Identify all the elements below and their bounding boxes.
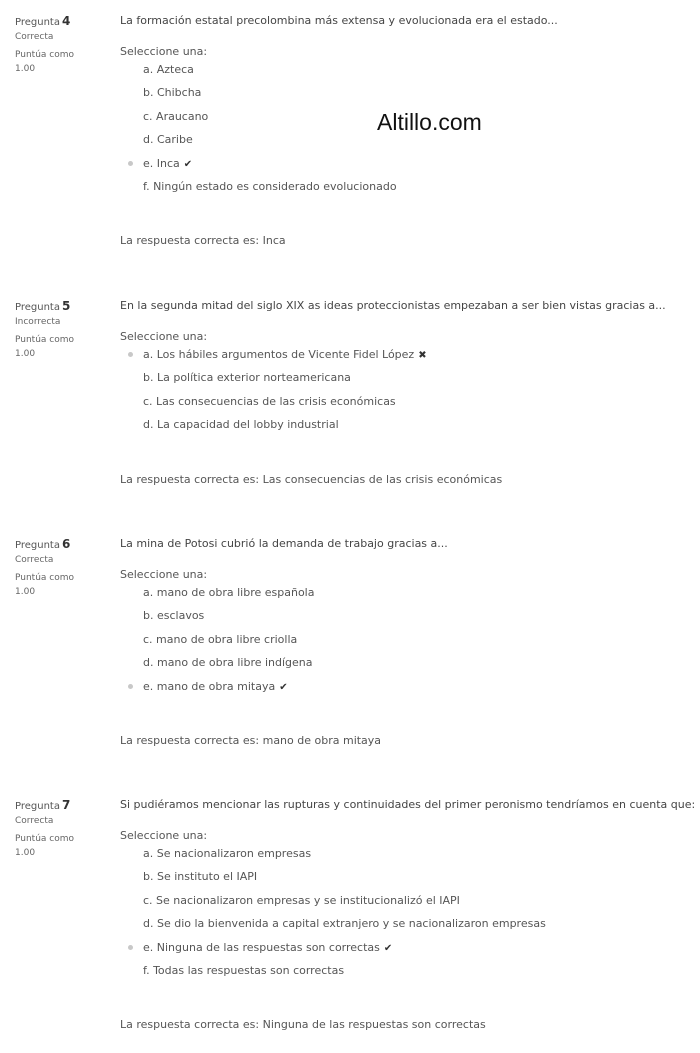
answer-option[interactable]	[120, 845, 695, 868]
right-answer: La respuesta correcta es: Inca	[120, 234, 286, 248]
grade-value: 1.00	[15, 848, 36, 858]
grade-label: Puntúa como	[15, 834, 75, 844]
answer-label: d. Caribe	[143, 133, 193, 147]
question-state: Correcta	[15, 32, 54, 42]
watermark: Altillo.com	[377, 109, 482, 135]
answer-label: d. Se dio la bienvenida a capital extranjero y se nacionalizaron empresas	[143, 917, 546, 931]
answer-label: c. mano de obra libre criolla	[143, 632, 298, 646]
right-answer: La respuesta correcta es: Las consecuencias de las crisis económicas	[120, 472, 503, 486]
cross-icon: ✖	[418, 350, 427, 361]
question-info	[15, 798, 110, 860]
question-number-value: 5	[61, 299, 71, 313]
check-icon: ✔	[383, 942, 393, 954]
question-number	[15, 798, 110, 812]
grade-value: 1.00	[15, 64, 36, 74]
answer-option[interactable]	[120, 584, 695, 607]
answer-option[interactable]	[120, 962, 695, 985]
select-prompt: Seleccione una:	[120, 829, 208, 842]
question-number-label: Pregunta	[15, 801, 60, 812]
answer-list	[120, 584, 695, 701]
answer-label: a. Azteca	[143, 63, 194, 76]
answer-list	[120, 845, 695, 985]
answer-label: c. Las consecuencias de las crisis económicas	[143, 394, 396, 408]
question-info	[15, 537, 110, 599]
answer-option[interactable]	[120, 178, 695, 201]
answer-option[interactable]	[120, 84, 695, 107]
question-text: En la segunda mitad del siglo XIX as ideas proteccionistas empezaban a ser bien vistas gracias a...	[120, 299, 666, 312]
question-grade	[15, 48, 110, 76]
question-number	[15, 299, 110, 313]
answer-option[interactable]	[120, 131, 695, 154]
answer-option[interactable]	[120, 868, 695, 891]
answer-option-selected[interactable]	[120, 939, 695, 962]
answer-label: b. esclavos	[143, 609, 205, 623]
radio-selected-icon[interactable]	[128, 352, 133, 357]
grade-value: 1.00	[15, 349, 36, 359]
grade-label: Puntúa como	[15, 573, 75, 583]
answer-option[interactable]	[120, 393, 695, 416]
answer-option[interactable]	[120, 915, 695, 938]
question-content	[120, 14, 695, 247]
question-state: Correcta	[15, 555, 54, 565]
question-number	[15, 14, 110, 28]
radio-selected-icon[interactable]	[128, 945, 133, 950]
answer-label: b. Se instituto el IAPI	[143, 870, 258, 884]
question-number	[15, 537, 110, 551]
answer-label: e. mano de obra mitaya	[143, 679, 276, 693]
answer-list	[120, 61, 695, 201]
check-icon: ✔	[279, 681, 288, 693]
answer-option[interactable]	[120, 892, 695, 915]
answer-option[interactable]	[120, 416, 695, 439]
answer-option[interactable]	[120, 654, 695, 677]
question-number-value: 6	[61, 537, 71, 551]
answer-label: c. Se nacionalizaron empresas y se institucionalizó el IAPI	[143, 893, 460, 907]
answer-label: e. Ninguna de las respuestas son correctas	[143, 940, 380, 954]
question-grade	[15, 333, 110, 361]
right-answer: La respuesta correcta es: mano de obra mitaya	[120, 733, 382, 747]
select-prompt: Seleccione una:	[120, 45, 208, 58]
question-text: La mina de Potosi cubrió la demanda de trabajo gracias a...	[120, 537, 448, 550]
answer-label: a. Los hábiles argumentos de Vicente Fidel López	[143, 348, 415, 361]
question-text: La formación estatal precolombina más extensa y evolucionada era el estado...	[120, 14, 558, 27]
answer-label: e. Inca	[143, 156, 180, 170]
question-state: Correcta	[15, 816, 54, 826]
radio-selected-icon[interactable]	[128, 684, 133, 689]
answer-label: f. Todas las respuestas son correctas	[143, 963, 345, 977]
answer-label: c. Araucano	[143, 109, 209, 123]
answer-option[interactable]	[120, 108, 695, 131]
question-number-label: Pregunta	[15, 540, 60, 551]
question-content	[120, 537, 695, 747]
answer-label: a. Se nacionalizaron empresas	[143, 847, 312, 860]
question-content	[120, 798, 695, 1031]
question-text: Si pudiéramos mencionar las rupturas y continuidades del primer peronismo tendríamos en cuenta que:	[120, 798, 696, 811]
question-number-value: 4	[61, 14, 71, 28]
answer-label: b. Chibcha	[143, 86, 202, 100]
right-answer: La respuesta correcta es: Ninguna de las respuestas son correctas	[120, 1018, 486, 1032]
grade-label: Puntúa como	[15, 335, 75, 345]
answer-label: b. La política exterior norteamericana	[143, 371, 351, 385]
answer-option-selected[interactable]	[120, 155, 695, 178]
select-prompt: Seleccione una:	[120, 568, 208, 581]
question-info	[15, 14, 110, 76]
answer-option[interactable]	[120, 607, 695, 630]
answer-option[interactable]	[120, 631, 695, 654]
answer-list	[120, 346, 695, 440]
answer-option[interactable]	[120, 61, 695, 84]
answer-label: d. mano de obra libre indígena	[143, 656, 313, 670]
answer-label: d. La capacidad del lobby industrial	[143, 418, 339, 432]
question-number-label: Pregunta	[15, 302, 60, 313]
question-number-value: 7	[61, 798, 71, 812]
answer-option[interactable]	[120, 369, 695, 392]
check-icon: ✔	[183, 158, 193, 170]
question-state: Incorrecta	[15, 317, 61, 327]
question-grade	[15, 832, 110, 860]
question-grade	[15, 571, 110, 599]
radio-selected-icon[interactable]	[128, 161, 133, 166]
question-number-label: Pregunta	[15, 17, 60, 28]
grade-label: Puntúa como	[15, 50, 75, 60]
question-content	[120, 299, 695, 486]
answer-option-selected[interactable]	[120, 346, 695, 369]
answer-label: a. mano de obra libre española	[143, 586, 315, 599]
answer-option-selected[interactable]	[120, 678, 695, 701]
grade-value: 1.00	[15, 587, 36, 597]
question-info	[15, 299, 110, 361]
select-prompt: Seleccione una:	[120, 330, 208, 343]
answer-label: f. Ningún estado es considerado evolucionado	[143, 179, 397, 193]
